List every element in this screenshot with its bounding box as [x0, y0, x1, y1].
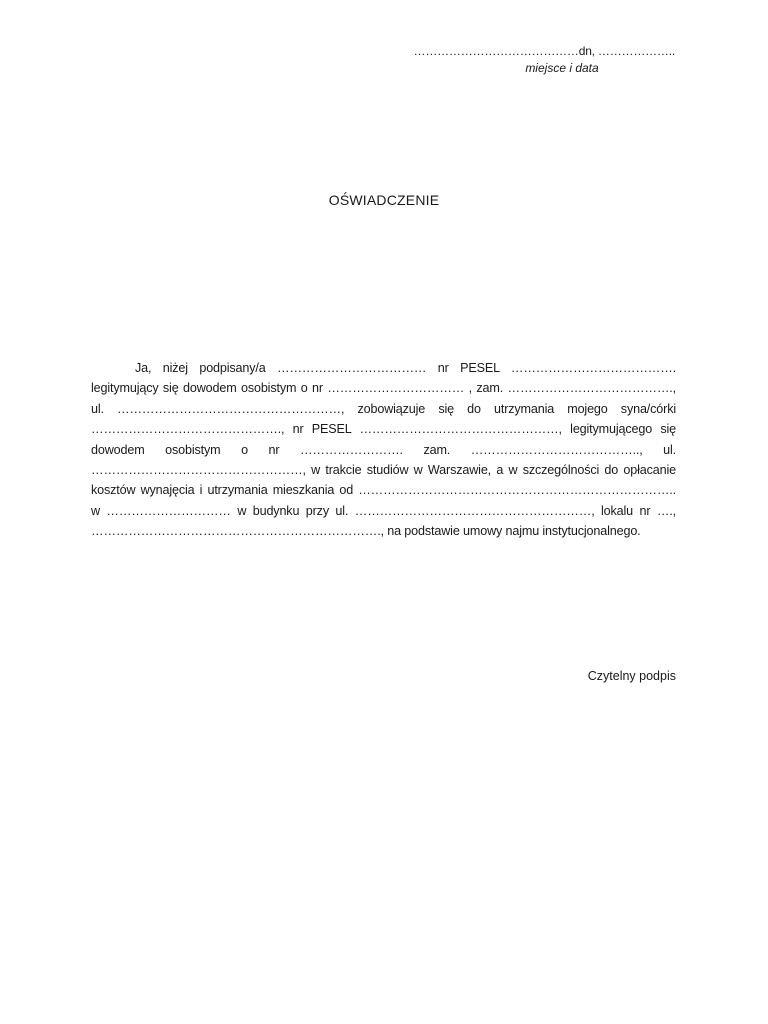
- document-title: OŚWIADCZENIE: [328, 192, 440, 208]
- place-date-caption: miejsce i data: [525, 61, 599, 75]
- signature-label: Czytelny podpis: [587, 669, 676, 683]
- place-date-line: ……………………………………dn, ………………..: [413, 44, 675, 58]
- declaration-body: Ja, niżej podpisany/a ……………………………… nr PESEL …………………………………. legitymujący się dowodem osobistym o nr …………………………… , zam. …………………………………., ul. ………………………………………………, zobowiązuje się do utrzymania mojego syna/córki ………………………………………., nr PESEL …………………………………………, legitymującego się dowodem osobistym o nr ……………………. zam. ………………………………….., ul. ……………………………………………, w trakcie studiów w Warszawie, a w szczególności do opłacanie kosztów wynajęcia i utrzymania mieszkania od ………………………………………………………………….. w ………………………… w budynku przy ul. …………………………………………………, lokalu nr …., ……………………………………………………………., na podstawie umowy najmu instytucjonalnego.: [91, 361, 676, 539]
